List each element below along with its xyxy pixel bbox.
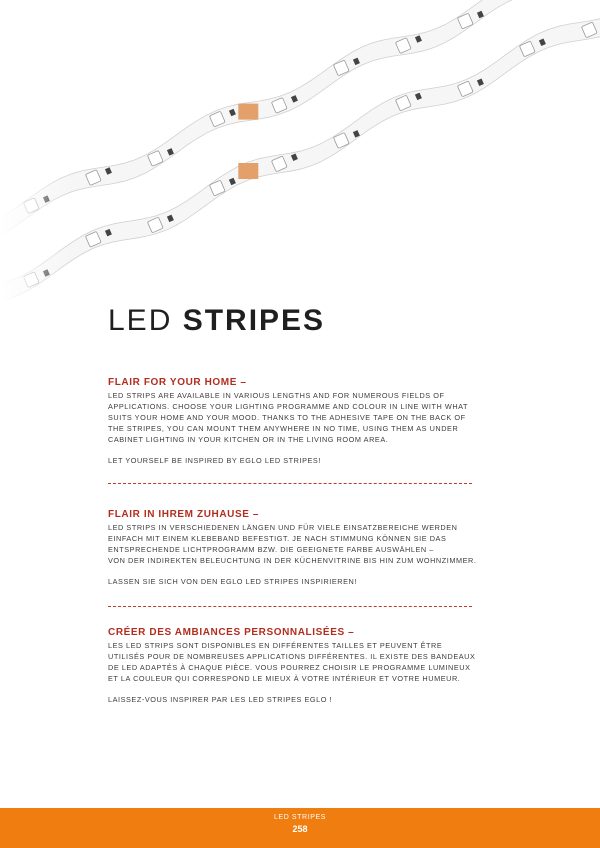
dashed-divider — [108, 483, 472, 484]
body-line: VON DER INDIREKTEN BELEUCHTUNG IN DER KÜCHENVITRINE BIS HIN ZUM WOHNZIMMER. — [108, 556, 477, 566]
body-line: APPLICATIONS. CHOOSE YOUR LIGHTING PROGRAMME AND COLOUR IN LINE WITH WHAT — [108, 402, 469, 412]
body-line: LED STRIPS ARE AVAILABLE IN VARIOUS LENGTHS AND FOR NUMEROUS FIELDS OF — [108, 391, 445, 400]
page-number: 258 — [292, 824, 308, 834]
section-body — [108, 390, 503, 445]
led-strip-photo — [0, 0, 600, 300]
body-line: LED STRIPS IN VERSCHIEDENEN LÄNGEN UND FÜR VIELE EINSATZBEREICHE WERDEN — [108, 523, 458, 532]
section-closing: LASSEN SIE SICH VON DEN EGLO LED STRIPES INSPIRIEREN! — [108, 577, 357, 587]
title-light: LED — [108, 304, 173, 337]
title-bold: STRIPES — [182, 304, 326, 337]
section-body — [108, 640, 503, 684]
section-heading: CRÉER DES AMBIANCES PERSONNALISÉES – — [108, 627, 355, 638]
body-line: CABINET LIGHTING IN YOUR KITCHEN OR IN THE LIVING ROOM AREA. — [108, 435, 389, 445]
dashed-divider — [108, 606, 472, 607]
body-line: EINFACH MIT EINEM KLEBEBAND BEFESTIGT. JE NACH STIMMUNG KÖNNEN SIE DAS — [108, 534, 447, 544]
section-german — [108, 509, 503, 587]
body-line: ENTSPRECHENDE LICHTPROGRAMM BZW. DIE GEEIGNETE FARBE AUSWÄHLEN – — [108, 545, 434, 555]
page-title — [108, 304, 325, 338]
section-heading: FLAIR FOR YOUR HOME – — [108, 377, 247, 388]
section-heading: FLAIR IN IHREM ZUHAUSE – — [108, 509, 260, 520]
body-line: DE LED ADAPTÉS À CHAQUE PIÈCE. VOUS POURREZ CHOISIR LE PROGRAMME LUMINEUX — [108, 663, 471, 673]
page-footer — [0, 808, 600, 848]
section-french — [108, 627, 503, 705]
footer-section-label: LED STRIPES — [273, 814, 327, 821]
body-line: UTILISÉS POUR DE NOMBREUSES APPLICATIONS DIFFÉRENTES. IL EXISTE DES BANDEAUX — [108, 652, 476, 662]
section-body — [108, 522, 503, 566]
body-line: SUITS YOUR HOME AND YOUR MOOD. THANKS TO THE ADHESIVE TAPE ON THE BACK OF — [108, 413, 466, 423]
body-line: THE STRIPES, YOU CAN MOUNT THEM ANYWHERE IN NO TIME, USING THEM AS UNDER — [108, 424, 459, 434]
body-line: LES LED STRIPS SONT DISPONIBLES EN DIFFÉRENTES TAILLES ET PEUVENT ÊTRE — [108, 641, 443, 650]
section-closing: LET YOURSELF BE INSPIRED BY EGLO LED STRIPES! — [108, 456, 321, 466]
section-closing: LAISSEZ-VOUS INSPIRER PAR LES LED STRIPES EGLO ! — [108, 695, 333, 705]
body-line: ET LA COULEUR QUI CORRESPOND LE MIEUX À VOTRE INTÉRIEUR ET VOTRE HUMEUR. — [108, 674, 461, 684]
section-english — [108, 377, 503, 467]
